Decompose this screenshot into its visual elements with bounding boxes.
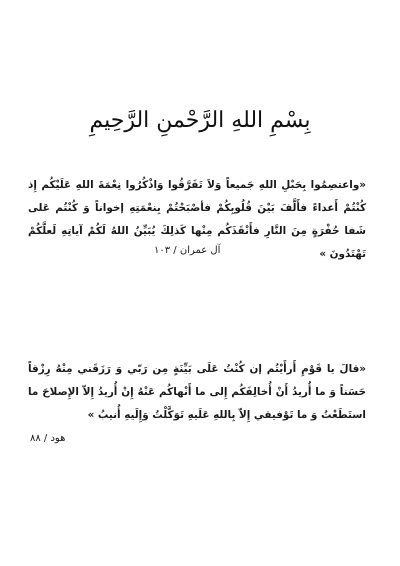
quran-verse-hud: «قالَ يا قَوْمِ أَرأَيْتُم إن كُنْتُ عَلَى بَيِّنَةٍ مِن رَبّي وَ رَزَقَني مِنْهُ رِزْقاً حَسَناً وَ ما أُريدُ أَنْ أُخالِفَكُم إِلى ما أَنْهاكُم عَنْهُ إِنْ أُريدُ إِلاّ الإِصلاحَ ما استَطَعْتُ وَ ما تَوْفيقي إِلاّ بِاللهِ عَلَيهِ تَوَكَّلْتُ وَإِلَيهِ أُنيبُ » xyxy=(28,363,366,421)
basmala-calligraphy: بِسْمِ اللهِ الرَّحْمنِ الرَّحِيمِ xyxy=(89,108,311,133)
verse-reference-hud: هود / ٨٨ xyxy=(30,433,66,444)
verse-reference-al-imran: آل عمران / ١٠٣ xyxy=(154,245,221,256)
quran-verse-al-imran: «واعتصِمُوا بِحَبْلِ اللهِ جَميعاً وَلاَ تَفَرَّقُوا وَاذْكُرُوا نِعْمَةَ اللهِ عَلَيْكُم إِذ كُنْتُمْ أَعداءً فأَلَّفَ بَيْنَ قُلُوبِكُمْ فأصْبَحْتُمْ بِنعْمَتِهِ إخواناً وَ كُنْتُم عَلى شَفا حُفْرَةٍ مِنَ النَّارِ فأَنْقَذَكُم مِنْها كَذلِكَ يُبَيِّنُ اللهُ لَكُمْ آياتِهِ لَعلَّكُمْ تَهْتَدُونَ » xyxy=(28,179,366,260)
